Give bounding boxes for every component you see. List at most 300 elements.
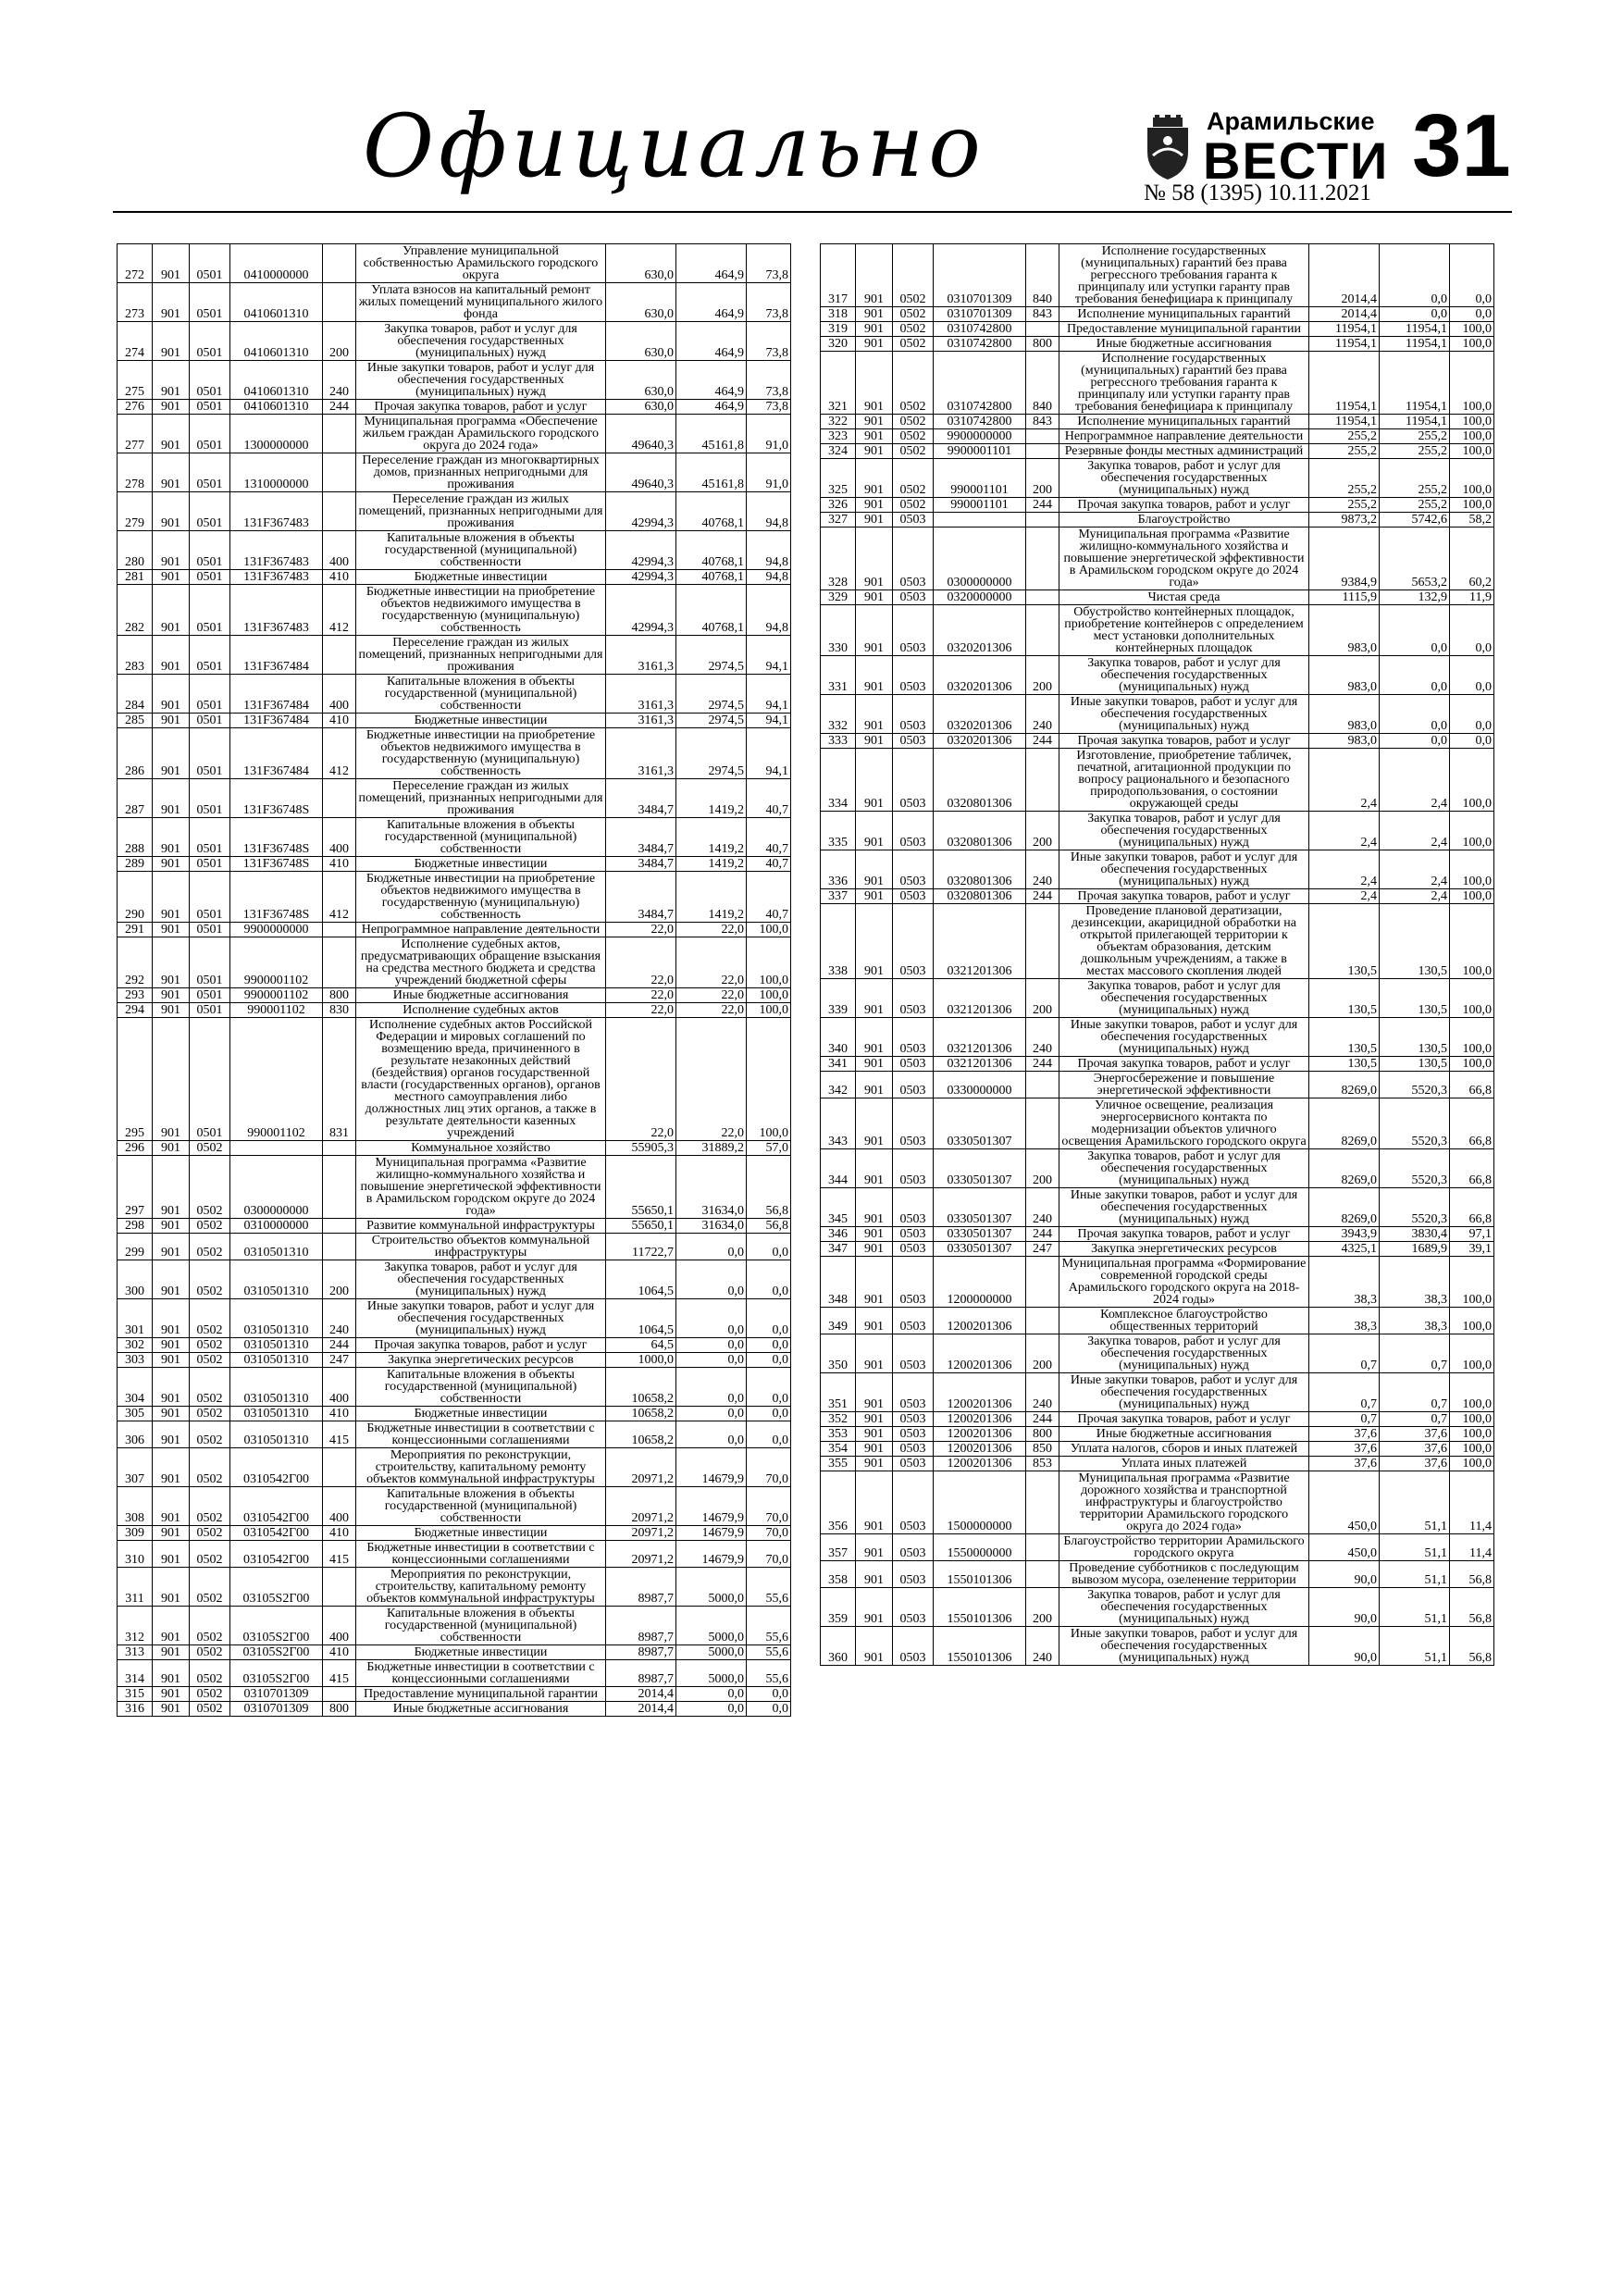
table-row <box>118 1407 791 1421</box>
target-code: 9900000000 <box>230 923 323 937</box>
gr-code: 901 <box>856 605 893 656</box>
section-code: 0502 <box>893 444 934 459</box>
executed-amount: 51,1 <box>1380 1561 1450 1588</box>
row-number: 360 <box>821 1627 856 1666</box>
execution-percent: 100,0 <box>1450 1427 1494 1442</box>
gr-code: 901 <box>153 1660 190 1687</box>
item-name: Исполнение государственных (муниципальных) гарантий без права регрессного требования гаранта к принципалу или уступки гаранту прав требования бенефициара к принципалу <box>1059 244 1309 307</box>
gr-code: 901 <box>856 1227 893 1242</box>
table-row <box>118 1219 791 1234</box>
table-row <box>118 1156 791 1219</box>
planned-amount: 49640,3 <box>606 453 676 492</box>
table-row <box>821 1018 1494 1057</box>
execution-percent: 100,0 <box>1450 352 1494 415</box>
execution-percent: 66,8 <box>1450 1188 1494 1227</box>
section-code: 0503 <box>893 1072 934 1098</box>
executed-amount: 1419,2 <box>676 857 747 872</box>
target-code: 0310501310 <box>230 1234 323 1260</box>
expense-type: 831 <box>323 1018 356 1141</box>
item-name: Иные бюджетные ассигнования <box>356 1702 606 1717</box>
expense-type <box>323 779 356 818</box>
expense-type: 200 <box>1026 656 1059 695</box>
execution-percent: 0,0 <box>747 1687 791 1702</box>
section-code: 0501 <box>190 400 230 415</box>
expense-type: 200 <box>323 322 356 361</box>
target-code: 1500000000 <box>934 1471 1026 1534</box>
item-name: Чистая среда <box>1059 590 1309 605</box>
item-name: Иные бюджетные ассигнования <box>356 988 606 1003</box>
execution-percent: 0,0 <box>1450 695 1494 734</box>
target-code: 0321201306 <box>934 1057 1026 1072</box>
executed-amount: 0,7 <box>1380 1412 1450 1427</box>
logo-name-top: Арамильские <box>1207 107 1375 135</box>
gr-code: 901 <box>153 400 190 415</box>
row-number: 293 <box>118 988 153 1003</box>
section-code: 0501 <box>190 492 230 531</box>
table-row <box>821 1057 1494 1072</box>
target-code: 0330000000 <box>934 1072 1026 1098</box>
gr-code: 901 <box>856 1257 893 1308</box>
gr-code: 901 <box>153 872 190 923</box>
target-code: 0320801306 <box>934 850 1026 889</box>
expense-type <box>323 636 356 675</box>
section-code: 0503 <box>893 1242 934 1257</box>
execution-percent: 94,1 <box>747 714 791 728</box>
execution-percent: 0,0 <box>747 1260 791 1299</box>
target-code: 9900001102 <box>230 988 323 1003</box>
execution-percent: 56,8 <box>747 1156 791 1219</box>
row-number: 347 <box>821 1242 856 1257</box>
execution-percent: 100,0 <box>1450 337 1494 352</box>
expense-type <box>1026 444 1059 459</box>
section-code: 0503 <box>893 1471 934 1534</box>
item-name: Закупка товаров, работ и услуг для обеспечения государственных (муниципальных) нужд <box>1059 812 1309 850</box>
executed-amount: 0,0 <box>1380 695 1450 734</box>
gr-code: 901 <box>153 361 190 400</box>
item-name: Закупка товаров, работ и услуг для обеспечения государственных (муниципальных) нужд <box>1059 656 1309 695</box>
executed-amount: 37,6 <box>1380 1442 1450 1457</box>
planned-amount: 2,4 <box>1309 850 1380 889</box>
executed-amount: 38,3 <box>1380 1257 1450 1308</box>
expense-type: 410 <box>323 1407 356 1421</box>
gr-code: 901 <box>153 1368 190 1407</box>
gr-code: 901 <box>856 444 893 459</box>
target-code: 1310000000 <box>230 453 323 492</box>
planned-amount: 2,4 <box>1309 749 1380 812</box>
planned-amount: 3484,7 <box>606 779 676 818</box>
gr-code: 901 <box>153 1299 190 1338</box>
table-row <box>118 988 791 1003</box>
item-name: Закупка товаров, работ и услуг для обеспечения государственных (муниципальных) нужд <box>356 322 606 361</box>
executed-amount: 11954,1 <box>1380 415 1450 429</box>
section-code: 0501 <box>190 1018 230 1141</box>
section-code: 0503 <box>893 979 934 1018</box>
expense-type: 400 <box>323 1487 356 1526</box>
execution-percent: 11,4 <box>1450 1534 1494 1561</box>
table-row <box>821 889 1494 904</box>
execution-percent: 60,2 <box>1450 527 1494 590</box>
row-number: 298 <box>118 1219 153 1234</box>
section-code: 0502 <box>893 429 934 444</box>
gr-code: 901 <box>856 1427 893 1442</box>
row-number: 287 <box>118 779 153 818</box>
table-row <box>118 453 791 492</box>
item-name: Обустройство контейнерных площадок, приобретение контейнеров с определением мест установки дополнительных контейнерных площадок <box>1059 605 1309 656</box>
executed-amount: 0,7 <box>1380 1334 1450 1373</box>
table-row <box>821 244 1494 307</box>
section-code: 0503 <box>893 605 934 656</box>
item-name: Бюджетные инвестиции <box>356 1526 606 1541</box>
section-code: 0501 <box>190 283 230 322</box>
row-number: 275 <box>118 361 153 400</box>
expense-type <box>323 1219 356 1234</box>
target-code: 1550101306 <box>934 1627 1026 1666</box>
table-row <box>118 857 791 872</box>
table-row <box>118 728 791 779</box>
executed-amount: 0,0 <box>676 1702 747 1717</box>
item-name: Мероприятия по реконструкции, строительству, капитальному ремонту объектов коммунальной инфраструктуры <box>356 1568 606 1607</box>
planned-amount: 130,5 <box>1309 1057 1380 1072</box>
target-code: 0310701309 <box>934 244 1026 307</box>
target-code: 0300000000 <box>934 527 1026 590</box>
table-row <box>821 812 1494 850</box>
item-name: Уплата взносов на капитальный ремонт жилых помещений муниципального жилого фонда <box>356 283 606 322</box>
executed-amount: 255,2 <box>1380 444 1450 459</box>
row-number: 303 <box>118 1353 153 1368</box>
executed-amount: 31634,0 <box>676 1156 747 1219</box>
planned-amount: 8987,7 <box>606 1660 676 1687</box>
row-number: 349 <box>821 1308 856 1334</box>
gr-code: 901 <box>153 585 190 636</box>
table-row <box>118 1487 791 1526</box>
expense-type: 247 <box>1026 1242 1059 1257</box>
section-code: 0501 <box>190 570 230 585</box>
target-code: 0330501307 <box>934 1242 1026 1257</box>
planned-amount: 10658,2 <box>606 1421 676 1448</box>
gr-code: 901 <box>856 904 893 979</box>
target-code: 0310701309 <box>934 307 1026 322</box>
item-name: Иные закупки товаров, работ и услуг для обеспечения государственных (муниципальных) нужд <box>1059 695 1309 734</box>
item-name: Капитальные вложения в объекты государственной (муниципальной) собственности <box>356 818 606 857</box>
item-name: Закупка энергетических ресурсов <box>356 1353 606 1368</box>
target-code: 131F36748S <box>230 872 323 923</box>
planned-amount: 130,5 <box>1309 979 1380 1018</box>
item-name: Муниципальная программа «Формирование современной городской среды Арамильского городского округа на 2018-2024 годы» <box>1059 1257 1309 1308</box>
expense-type <box>1026 605 1059 656</box>
execution-percent: 40,7 <box>747 779 791 818</box>
target-code: 0310742800 <box>934 352 1026 415</box>
target-code: 0410000000 <box>230 244 323 283</box>
section-code: 0502 <box>893 244 934 307</box>
execution-percent: 70,0 <box>747 1541 791 1568</box>
item-name: Комплексное благоустройство общественных территорий <box>1059 1308 1309 1334</box>
expense-type <box>323 923 356 937</box>
target-code: 990001102 <box>230 1003 323 1018</box>
execution-percent: 0,0 <box>1450 734 1494 749</box>
executed-amount: 37,6 <box>1380 1427 1450 1442</box>
executed-amount: 130,5 <box>1380 979 1450 1018</box>
row-number: 358 <box>821 1561 856 1588</box>
expense-type: 247 <box>323 1353 356 1368</box>
table-row <box>821 1471 1494 1534</box>
expense-type: 843 <box>1026 415 1059 429</box>
table-row <box>118 1018 791 1141</box>
planned-amount: 2014,4 <box>606 1702 676 1717</box>
section-code: 0501 <box>190 818 230 857</box>
table-row <box>821 904 1494 979</box>
section-code: 0503 <box>893 1373 934 1412</box>
table-row <box>118 244 791 283</box>
section-code: 0501 <box>190 1003 230 1018</box>
table-row <box>118 818 791 857</box>
gr-code: 901 <box>153 1645 190 1660</box>
row-number: 292 <box>118 937 153 988</box>
expense-type: 240 <box>1026 1018 1059 1057</box>
section-code: 0503 <box>893 1534 934 1561</box>
expense-type: 200 <box>323 1260 356 1299</box>
section-code: 0503 <box>893 1227 934 1242</box>
section-code: 0501 <box>190 322 230 361</box>
section-code: 0502 <box>190 1702 230 1717</box>
gr-code: 901 <box>856 656 893 695</box>
table-row <box>821 1627 1494 1666</box>
target-code: 0330501307 <box>934 1149 1026 1188</box>
item-name: Иные закупки товаров, работ и услуг для обеспечения государственных (муниципальных) нужд <box>1059 1373 1309 1412</box>
execution-percent: 40,7 <box>747 818 791 857</box>
section-code: 0502 <box>190 1660 230 1687</box>
item-name: Проведение субботников с последующим вывозом мусора, озеленение территории <box>1059 1561 1309 1588</box>
executed-amount: 14679,9 <box>676 1526 747 1541</box>
table-row <box>821 695 1494 734</box>
executed-amount: 5742,6 <box>1380 513 1450 527</box>
table-row <box>118 779 791 818</box>
planned-amount: 130,5 <box>1309 1018 1380 1057</box>
row-number: 338 <box>821 904 856 979</box>
gr-code: 901 <box>153 283 190 322</box>
row-number: 353 <box>821 1427 856 1442</box>
gr-code: 901 <box>153 1448 190 1487</box>
item-name: Переселение граждан из жилых помещений, признанных непригодными для проживания <box>356 492 606 531</box>
city-crest-icon <box>1140 115 1196 181</box>
section-code: 0501 <box>190 415 230 453</box>
table-row <box>821 1334 1494 1373</box>
table-row <box>118 937 791 988</box>
expense-type <box>323 937 356 988</box>
execution-percent: 100,0 <box>1450 850 1494 889</box>
table-row <box>821 1072 1494 1098</box>
section-code: 0502 <box>190 1260 230 1299</box>
item-name: Муниципальная программа «Обеспечение жильем граждан Арамильского городского округа до 2024 года» <box>356 415 606 453</box>
row-number: 343 <box>821 1098 856 1149</box>
expense-type: 200 <box>1026 1588 1059 1627</box>
executed-amount: 0,0 <box>676 1368 747 1407</box>
expense-type: 400 <box>323 531 356 570</box>
table-row <box>821 1257 1494 1308</box>
row-number: 285 <box>118 714 153 728</box>
planned-amount: 22,0 <box>606 937 676 988</box>
table-row <box>118 1368 791 1407</box>
target-code: 0320201306 <box>934 656 1026 695</box>
item-name: Капитальные вложения в объекты государственной (муниципальной) собственности <box>356 675 606 714</box>
target-code: 1200201306 <box>934 1334 1026 1373</box>
item-name: Бюджетные инвестиции на приобретение объектов недвижимого имущества в государственную (муниципальную) собственность <box>356 872 606 923</box>
expense-type: 410 <box>323 714 356 728</box>
table-row <box>821 444 1494 459</box>
row-number: 333 <box>821 734 856 749</box>
row-number: 320 <box>821 337 856 352</box>
target-code: 0330501307 <box>934 1227 1026 1242</box>
section-code: 0501 <box>190 531 230 570</box>
gr-code: 901 <box>153 1338 190 1353</box>
row-number: 327 <box>821 513 856 527</box>
gr-code: 901 <box>856 734 893 749</box>
execution-percent: 56,8 <box>1450 1561 1494 1588</box>
planned-amount: 37,6 <box>1309 1457 1380 1471</box>
executed-amount: 255,2 <box>1380 429 1450 444</box>
execution-percent: 100,0 <box>1450 459 1494 498</box>
section-code: 0502 <box>190 1407 230 1421</box>
planned-amount: 42994,3 <box>606 492 676 531</box>
expense-type <box>323 453 356 492</box>
target-code: 0310542Г00 <box>230 1487 323 1526</box>
executed-amount: 0,0 <box>676 1260 747 1299</box>
section-code: 0501 <box>190 585 230 636</box>
planned-amount: 3484,7 <box>606 872 676 923</box>
target-code: 0320201306 <box>934 695 1026 734</box>
gr-code: 901 <box>856 1627 893 1666</box>
gr-code: 901 <box>153 1541 190 1568</box>
section-code: 0503 <box>893 904 934 979</box>
expense-type <box>1026 749 1059 812</box>
table-row <box>118 1234 791 1260</box>
executed-amount: 0,0 <box>676 1338 747 1353</box>
executed-amount: 464,9 <box>676 361 747 400</box>
execution-percent: 100,0 <box>1450 1373 1494 1412</box>
target-code: 0310501310 <box>230 1353 323 1368</box>
planned-amount: 1064,5 <box>606 1299 676 1338</box>
target-code: 0310742800 <box>934 337 1026 352</box>
table-row <box>118 1141 791 1156</box>
planned-amount: 255,2 <box>1309 429 1380 444</box>
target-code: 131F367484 <box>230 636 323 675</box>
executed-amount: 2,4 <box>1380 749 1450 812</box>
row-number: 295 <box>118 1018 153 1141</box>
item-name: Энергосбережение и повышение энергетической эффективности <box>1059 1072 1309 1098</box>
expense-type: 240 <box>1026 850 1059 889</box>
item-name: Закупка товаров, работ и услуг для обеспечения государственных (муниципальных) нужд <box>1059 1334 1309 1373</box>
target-code: 1200201306 <box>934 1427 1026 1442</box>
execution-percent: 70,0 <box>747 1448 791 1487</box>
section-code: 0503 <box>893 590 934 605</box>
execution-percent: 56,8 <box>1450 1627 1494 1666</box>
executed-amount: 51,1 <box>1380 1534 1450 1561</box>
planned-amount: 255,2 <box>1309 459 1380 498</box>
executed-amount: 31889,2 <box>676 1141 747 1156</box>
executed-amount: 40768,1 <box>676 585 747 636</box>
section-code: 0502 <box>190 1448 230 1487</box>
target-code: 131F367484 <box>230 714 323 728</box>
table-row <box>118 1607 791 1645</box>
execution-percent: 100,0 <box>1450 889 1494 904</box>
execution-percent: 0,0 <box>1450 656 1494 695</box>
target-code: 131F36748S <box>230 779 323 818</box>
target-code: 0320801306 <box>934 749 1026 812</box>
executed-amount: 22,0 <box>676 988 747 1003</box>
executed-amount: 22,0 <box>676 923 747 937</box>
gr-code: 901 <box>856 1534 893 1561</box>
gr-code: 901 <box>153 1156 190 1219</box>
executed-amount: 1419,2 <box>676 779 747 818</box>
target-code: 0310000000 <box>230 1219 323 1234</box>
row-number: 310 <box>118 1541 153 1568</box>
planned-amount: 3161,3 <box>606 675 676 714</box>
section-code: 0501 <box>190 636 230 675</box>
gr-code: 901 <box>856 1149 893 1188</box>
item-name: Капитальные вложения в объекты государственной (муниципальной) собственности <box>356 1607 606 1645</box>
table-row <box>118 531 791 570</box>
item-name: Исполнение судебных актов <box>356 1003 606 1018</box>
gr-code: 901 <box>153 1526 190 1541</box>
executed-amount: 2,4 <box>1380 850 1450 889</box>
planned-amount: 3161,3 <box>606 728 676 779</box>
target-code: 0310501310 <box>230 1260 323 1299</box>
table-row <box>118 1660 791 1687</box>
row-number: 282 <box>118 585 153 636</box>
executed-amount: 130,5 <box>1380 904 1450 979</box>
gr-code: 901 <box>856 1471 893 1534</box>
row-number: 301 <box>118 1299 153 1338</box>
item-name: Иные закупки товаров, работ и услуг для обеспечения государственных (муниципальных) нужд <box>356 1299 606 1338</box>
table-row <box>118 400 791 415</box>
expense-type <box>323 283 356 322</box>
section-code: 0503 <box>893 1334 934 1373</box>
executed-amount: 464,9 <box>676 322 747 361</box>
planned-amount: 10658,2 <box>606 1407 676 1421</box>
executed-amount: 5000,0 <box>676 1607 747 1645</box>
item-name: Переселение граждан из жилых помещений, признанных непригодными для проживания <box>356 636 606 675</box>
gr-code: 901 <box>153 492 190 531</box>
expense-type: 200 <box>1026 1149 1059 1188</box>
gr-code: 901 <box>153 1607 190 1645</box>
item-name: Строительство объектов коммунальной инфраструктуры <box>356 1234 606 1260</box>
table-row <box>821 749 1494 812</box>
target-code: 9900000000 <box>934 429 1026 444</box>
expense-type: 410 <box>323 570 356 585</box>
row-number: 279 <box>118 492 153 531</box>
gr-code: 901 <box>153 1568 190 1607</box>
expense-type <box>1026 1561 1059 1588</box>
table-row <box>821 429 1494 444</box>
gr-code: 901 <box>153 988 190 1003</box>
row-number: 297 <box>118 1156 153 1219</box>
row-number: 305 <box>118 1407 153 1421</box>
execution-percent: 100,0 <box>747 937 791 988</box>
expense-type: 800 <box>1026 337 1059 352</box>
planned-amount: 2014,4 <box>1309 244 1380 307</box>
execution-percent: 100,0 <box>1450 429 1494 444</box>
row-number: 331 <box>821 656 856 695</box>
section-code: 0502 <box>893 459 934 498</box>
item-name: Переселение граждан из жилых помещений, признанных непригодными для проживания <box>356 779 606 818</box>
gr-code: 901 <box>856 1561 893 1588</box>
item-name: Бюджетные инвестиции в соответствии с концессионными соглашениями <box>356 1421 606 1448</box>
item-name: Бюджетные инвестиции в соответствии с концессионными соглашениями <box>356 1660 606 1687</box>
row-number: 359 <box>821 1588 856 1627</box>
row-number: 342 <box>821 1072 856 1098</box>
expense-type <box>1026 1471 1059 1534</box>
executed-amount: 0,0 <box>676 1407 747 1421</box>
gr-code: 901 <box>153 728 190 779</box>
